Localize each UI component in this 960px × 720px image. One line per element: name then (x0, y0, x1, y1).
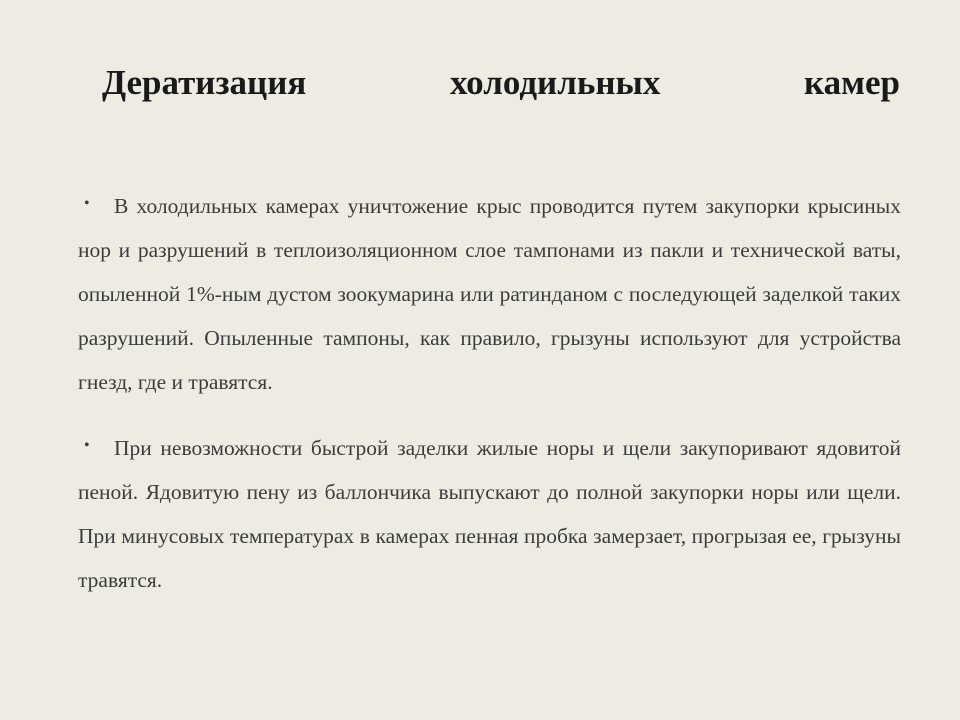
bullet-text: При невозможности быстрой заделки жилые норы и щели закупоривают ядовитой пеной. Ядовитую пену из баллончика выпускают до полной закупорки норы или щели. При минусовых температурах в камерах пенная пробка замерзает, прогрызая ее, грызуны травятся. (78, 436, 901, 592)
title-word: камер (804, 63, 900, 102)
bullet-icon: • (84, 437, 90, 454)
slide-title (102, 58, 900, 108)
bullet-item (78, 184, 901, 404)
title-word: холодильных (449, 63, 661, 102)
bullet-icon: • (84, 195, 90, 212)
bullet-text: В холодильных камерах уничтожение крыс проводится путем закупорки крысиных нор и разрушений в теплоизоляционном слое тампонами из пакли и технической ваты, опыленной 1%-ным дустом зоокумарина или ратинданом с последующей заделкой таких разрушений. Опыленные тампоны, как правило, грызуны используют для устройства гнезд, где и травятся. (78, 194, 901, 394)
bullet-list (78, 184, 901, 624)
bullet-item (78, 426, 901, 602)
title-word: Дератизация (102, 63, 307, 102)
